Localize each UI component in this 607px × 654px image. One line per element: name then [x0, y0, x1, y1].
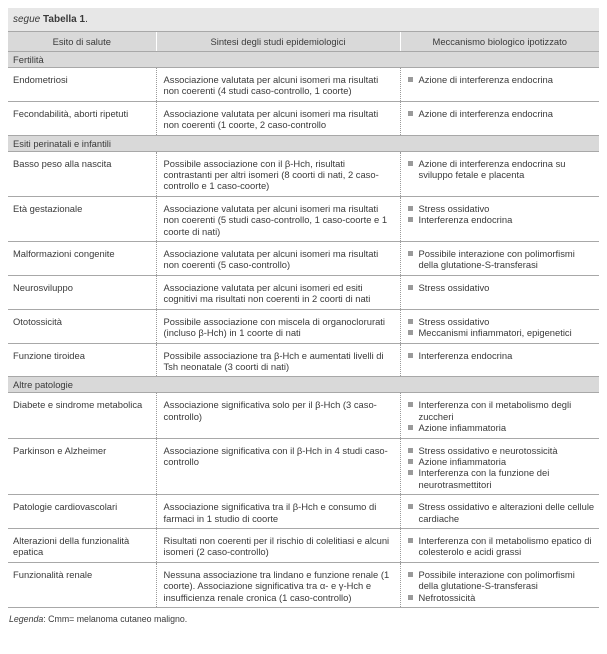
summary-text: Associazione valutata per alcuni isomeri ma risultati non coerenti (1 coorte, 2 caso-controllo [163, 107, 379, 131]
summary-cell [156, 309, 400, 343]
table-header-row [8, 32, 599, 52]
table-row [8, 275, 599, 309]
outcome-cell: Funzione tiroidea [8, 343, 156, 377]
outcome-cell: Fecondabilità, aborti ripetuti [8, 101, 156, 135]
table-row [8, 528, 599, 562]
table-row [8, 343, 599, 377]
mechanism-item: Azione infiammatoria [408, 422, 596, 433]
section-header-row [8, 135, 599, 151]
outcome-cell: Neurosviluppo [8, 275, 156, 309]
mechanism-cell [400, 495, 599, 529]
summary-text: Associazione significativa tra il β-Hch e consumo di farmaci in 1 studio di coorte [163, 501, 377, 524]
column-header-mechanism: Meccanismo biologico ipotizzato [400, 32, 599, 52]
summary-cell [156, 151, 400, 196]
mechanism-list [408, 445, 596, 491]
mechanism-cell [400, 343, 599, 377]
mechanism-item: Possibile interazione con polimorfismi della glutatione-S-transferasi [408, 569, 596, 592]
summary-cell [156, 528, 400, 562]
summary-text: Associazione valutata per alcuni isomeri ma risultati non coerenti (4 studi caso-controllo, 1 coorte) [163, 74, 379, 97]
mechanism-list [408, 569, 596, 603]
mechanism-item: Nefrotossicità [408, 592, 596, 603]
summary-text: Nessuna associazione tra lindano e funzione renale (1 coorte). Associazione significativa tra α- e γ-Hch e insufficienza renale cronica (1 caso-controllo) [163, 568, 390, 603]
mechanism-item: Interferenza con la funzione dei neurotrasmettitori [408, 467, 596, 490]
summary-cell [156, 562, 400, 607]
mechanism-cell [400, 68, 599, 102]
summary-cell [156, 242, 400, 276]
mechanism-item: Interferenza con il metabolismo degli zuccheri [408, 399, 596, 422]
mechanism-cell [400, 275, 599, 309]
summary-cell [156, 68, 400, 102]
outcome-cell: Alterazioni della funzionalità epatica [8, 528, 156, 562]
mechanism-cell [400, 309, 599, 343]
mechanism-cell [400, 438, 599, 495]
summary-text: Risultati non coerenti per il rischio di colelitiasi e alcuni isomeri (2 caso-controllo) [163, 534, 390, 558]
mechanism-item: Stress ossidativo [408, 203, 596, 214]
summary-cell [156, 438, 400, 495]
summary-text: Possibile associazione con miscela di organoclorurati (incluso β-Hch) in 1 coorte di nati [163, 315, 385, 339]
summary-text: Possibile associazione tra β-Hch e aumentati livelli di Tsh neonatale (3 coorti di nati) [163, 349, 384, 372]
mechanism-list [408, 501, 596, 524]
table-caption [8, 8, 599, 32]
summary-cell [156, 343, 400, 377]
mechanism-cell [400, 528, 599, 562]
mechanism-list [408, 248, 596, 271]
outcome-cell: Parkinson e Alzheimer [8, 438, 156, 495]
section-header-row [8, 52, 599, 68]
summary-cell [156, 495, 400, 529]
summary-cell [156, 101, 400, 135]
mechanism-list [408, 535, 596, 558]
mechanism-list [408, 282, 596, 293]
mechanism-cell [400, 101, 599, 135]
section-title: Esiti perinatali e infantili [8, 135, 599, 151]
legend-text: : Cmm= melanoma cutaneo maligno. [43, 614, 188, 624]
mechanism-list [408, 158, 596, 181]
mechanism-item: Meccanismi infiammatori, epigenetici [408, 327, 596, 338]
summary-text: Associazione valutata per alcuni isomeri ed esiti cognitivi ma risultati non coerenti in 2 coorti di nati [163, 281, 371, 305]
mechanism-list [408, 203, 596, 226]
outcome-cell: Patologie cardiovascolari [8, 495, 156, 529]
column-header-summary: Sintesi degli studi epidemiologici [156, 32, 400, 52]
mechanism-item: Interferenza con il metabolismo epatico di colesterolo e acidi grassi [408, 535, 596, 558]
mechanism-item: Interferenza endocrina [408, 214, 596, 225]
mechanism-item: Azione di interferenza endocrina [408, 108, 596, 119]
summary-cell [156, 275, 400, 309]
table-row [8, 562, 599, 607]
table-row [8, 196, 599, 241]
health-outcomes-table [8, 32, 599, 608]
mechanism-item: Azione di interferenza endocrina [408, 74, 596, 85]
table-row [8, 101, 599, 135]
mechanism-list [408, 350, 596, 361]
mechanism-item: Stress ossidativo e neurotossicità [408, 445, 596, 456]
table-row [8, 151, 599, 196]
mechanism-item: Stress ossidativo [408, 316, 596, 327]
summary-text: Possibile associazione con il β-Hch, risultati contrastanti per altri isomeri (8 coorti di nati, 2 caso-controllo e 1 caso-coorte) [163, 157, 379, 192]
caption-title: Tabella 1 [43, 14, 86, 25]
mechanism-list [408, 399, 596, 433]
summary-text: Associazione significativa solo per il β-Hch (3 caso-controllo) [163, 399, 377, 422]
mechanism-item: Possibile interazione con polimorfismi della glutatione-S-transferasi [408, 248, 596, 271]
outcome-cell: Malformazioni congenite [8, 242, 156, 276]
summary-cell [156, 196, 400, 241]
outcome-cell: Endometriosi [8, 68, 156, 102]
mechanism-cell [400, 562, 599, 607]
column-header-outcome: Esito di salute [8, 32, 156, 52]
outcome-cell: Diabete e sindrome metabolica [8, 393, 156, 438]
mechanism-cell [400, 242, 599, 276]
mechanism-list [408, 316, 596, 339]
table-row [8, 242, 599, 276]
mechanism-cell [400, 196, 599, 241]
summary-cell [156, 393, 400, 438]
summary-text: Associazione valutata per alcuni isomeri ma risultati non coerenti (5 caso-controllo) [163, 248, 379, 271]
table-body [8, 52, 599, 608]
mechanism-item: Stress ossidativo [408, 282, 596, 293]
mechanism-cell [400, 151, 599, 196]
section-header-row [8, 377, 599, 393]
table-legend [8, 614, 599, 624]
mechanism-item: Azione infiammatoria [408, 456, 596, 467]
mechanism-cell [400, 393, 599, 438]
table-row [8, 68, 599, 102]
section-title: Fertilità [8, 52, 599, 68]
table-row [8, 309, 599, 343]
outcome-cell: Età gestazionale [8, 196, 156, 241]
mechanism-list [408, 74, 596, 85]
caption-suffix: . [85, 14, 88, 25]
table-row [8, 438, 599, 495]
mechanism-item: Stress ossidativo e alterazioni delle cellule cardiache [408, 501, 596, 524]
legend-label: Legenda [9, 614, 44, 624]
summary-text: Associazione valutata per alcuni isomeri ma risultati non coerenti (5 studi caso-controllo, 1 caso-coorte e 1 coorte di nati) [163, 202, 388, 237]
table-container [8, 8, 599, 624]
mechanism-list [408, 108, 596, 119]
outcome-cell: Funzionalità renale [8, 562, 156, 607]
table-row [8, 393, 599, 438]
outcome-cell: Basso peso alla nascita [8, 151, 156, 196]
caption-prefix: segue [13, 14, 41, 25]
outcome-cell: Ototossicità [8, 309, 156, 343]
mechanism-item: Azione di interferenza endocrina su sviluppo fetale e placenta [408, 158, 596, 181]
table-row [8, 495, 599, 529]
section-title: Altre patologie [8, 377, 599, 393]
summary-text: Associazione significativa con il β-Hch in 4 studi caso-controllo [163, 444, 388, 467]
mechanism-item: Interferenza endocrina [408, 350, 596, 361]
